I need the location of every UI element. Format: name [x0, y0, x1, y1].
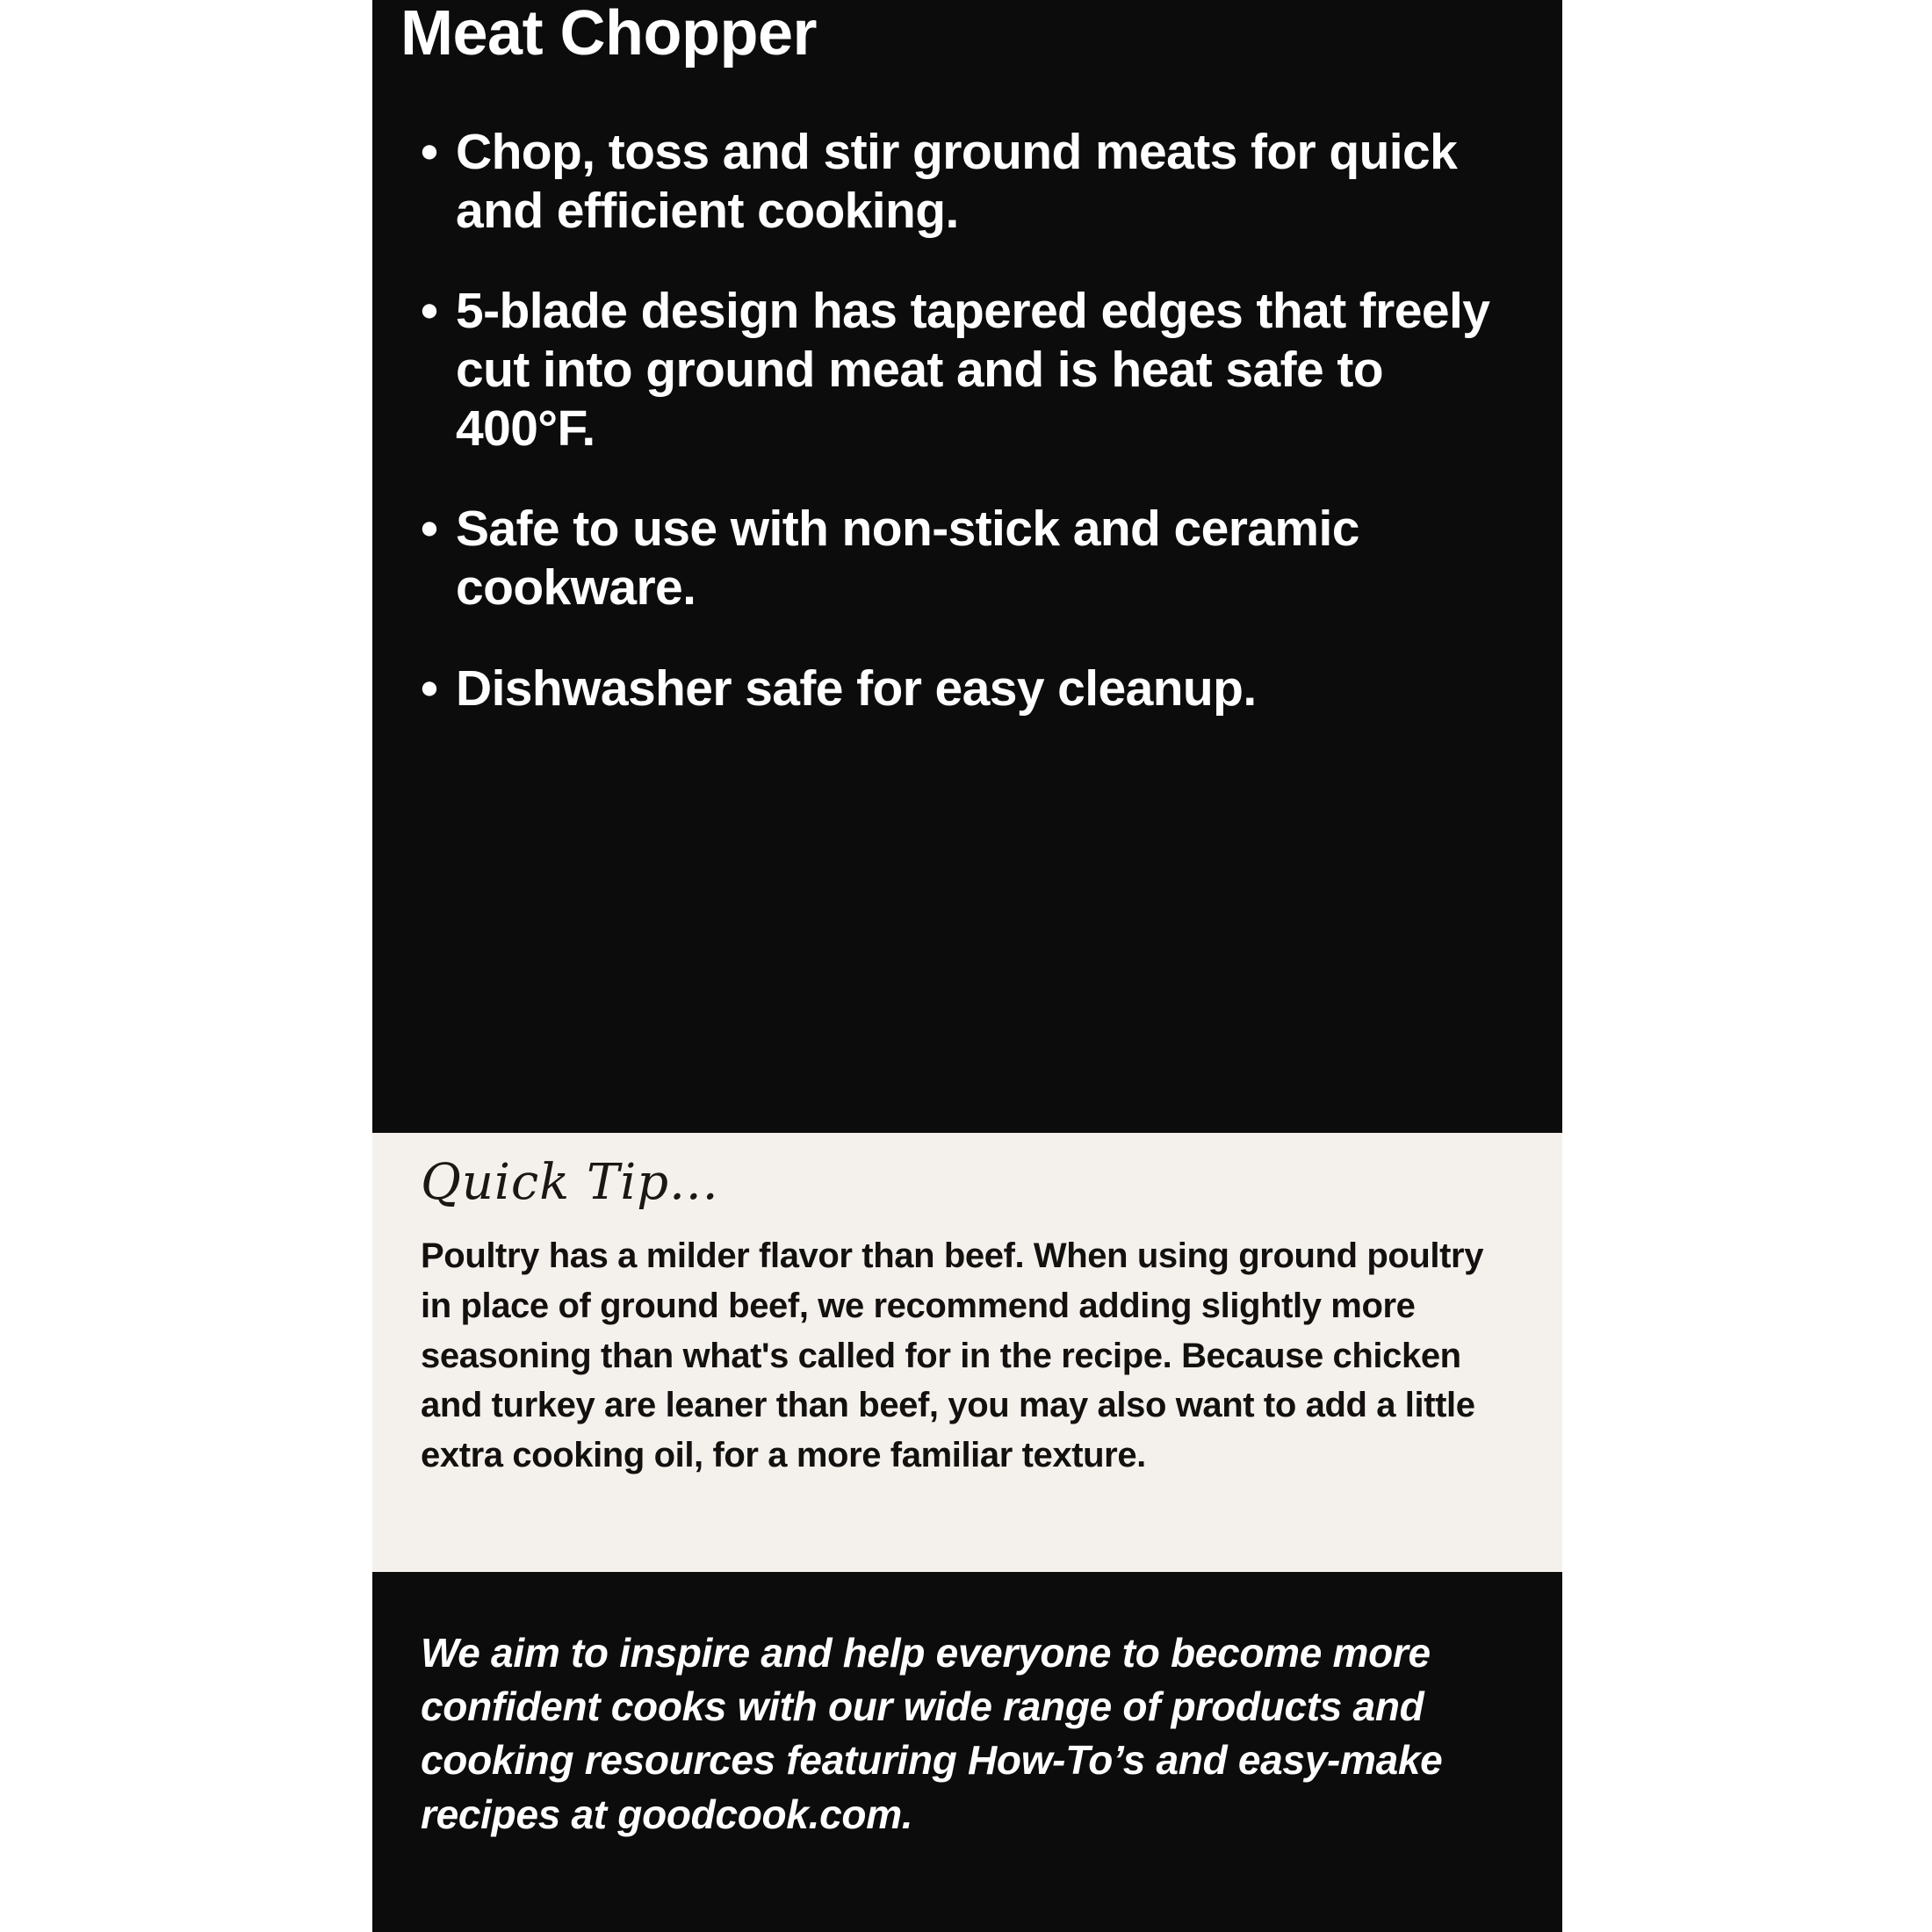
bullet-icon: •	[421, 501, 438, 558]
feature-text: Dishwasher safe for easy cleanup.	[456, 660, 1257, 717]
feature-text: 5-blade design has tapered edges that freely cut into ground meat and is heat safe to 400°F.	[456, 283, 1490, 457]
quick-tip-body: Poultry has a milder flavor than beef. When using ground poultry in place of ground beef, we recommend adding slightly more seasoning than what's called for in the recipe. Because chicken and turkey are leaner than beef, you may also want to add a little extra cooking oil, for a more familiar texture.	[421, 1236, 1484, 1475]
list-item	[372, 282, 1562, 458]
printed-panel	[372, 0, 1562, 1932]
feature-list	[372, 123, 1562, 761]
quick-tip-heading: Quick Tip...	[421, 1154, 719, 1211]
mission-statement-text: We aim to inspire and help everyone to become more confident cooks with our wide range of products and cooking resources featuring How-To’s and easy-make recipes at goodcook.com.	[421, 1630, 1443, 1837]
feature-text: Chop, toss and stir ground meats for quick and efficient cooking.	[456, 124, 1458, 239]
bullet-icon: •	[421, 124, 438, 180]
list-item	[372, 500, 1562, 616]
list-item	[372, 123, 1562, 240]
package-right-edge	[1562, 0, 1932, 1932]
list-item	[372, 660, 1562, 718]
mission-statement-section	[372, 1572, 1562, 1932]
page-title: Meat Chopper	[400, 0, 818, 68]
package-left-edge	[0, 0, 372, 1932]
bullet-icon: •	[421, 660, 438, 717]
features-section	[372, 0, 1562, 1133]
quick-tip-section	[372, 1133, 1562, 1572]
feature-text: Safe to use with non-stick and ceramic cookware.	[456, 501, 1359, 616]
bullet-icon: •	[421, 283, 438, 340]
